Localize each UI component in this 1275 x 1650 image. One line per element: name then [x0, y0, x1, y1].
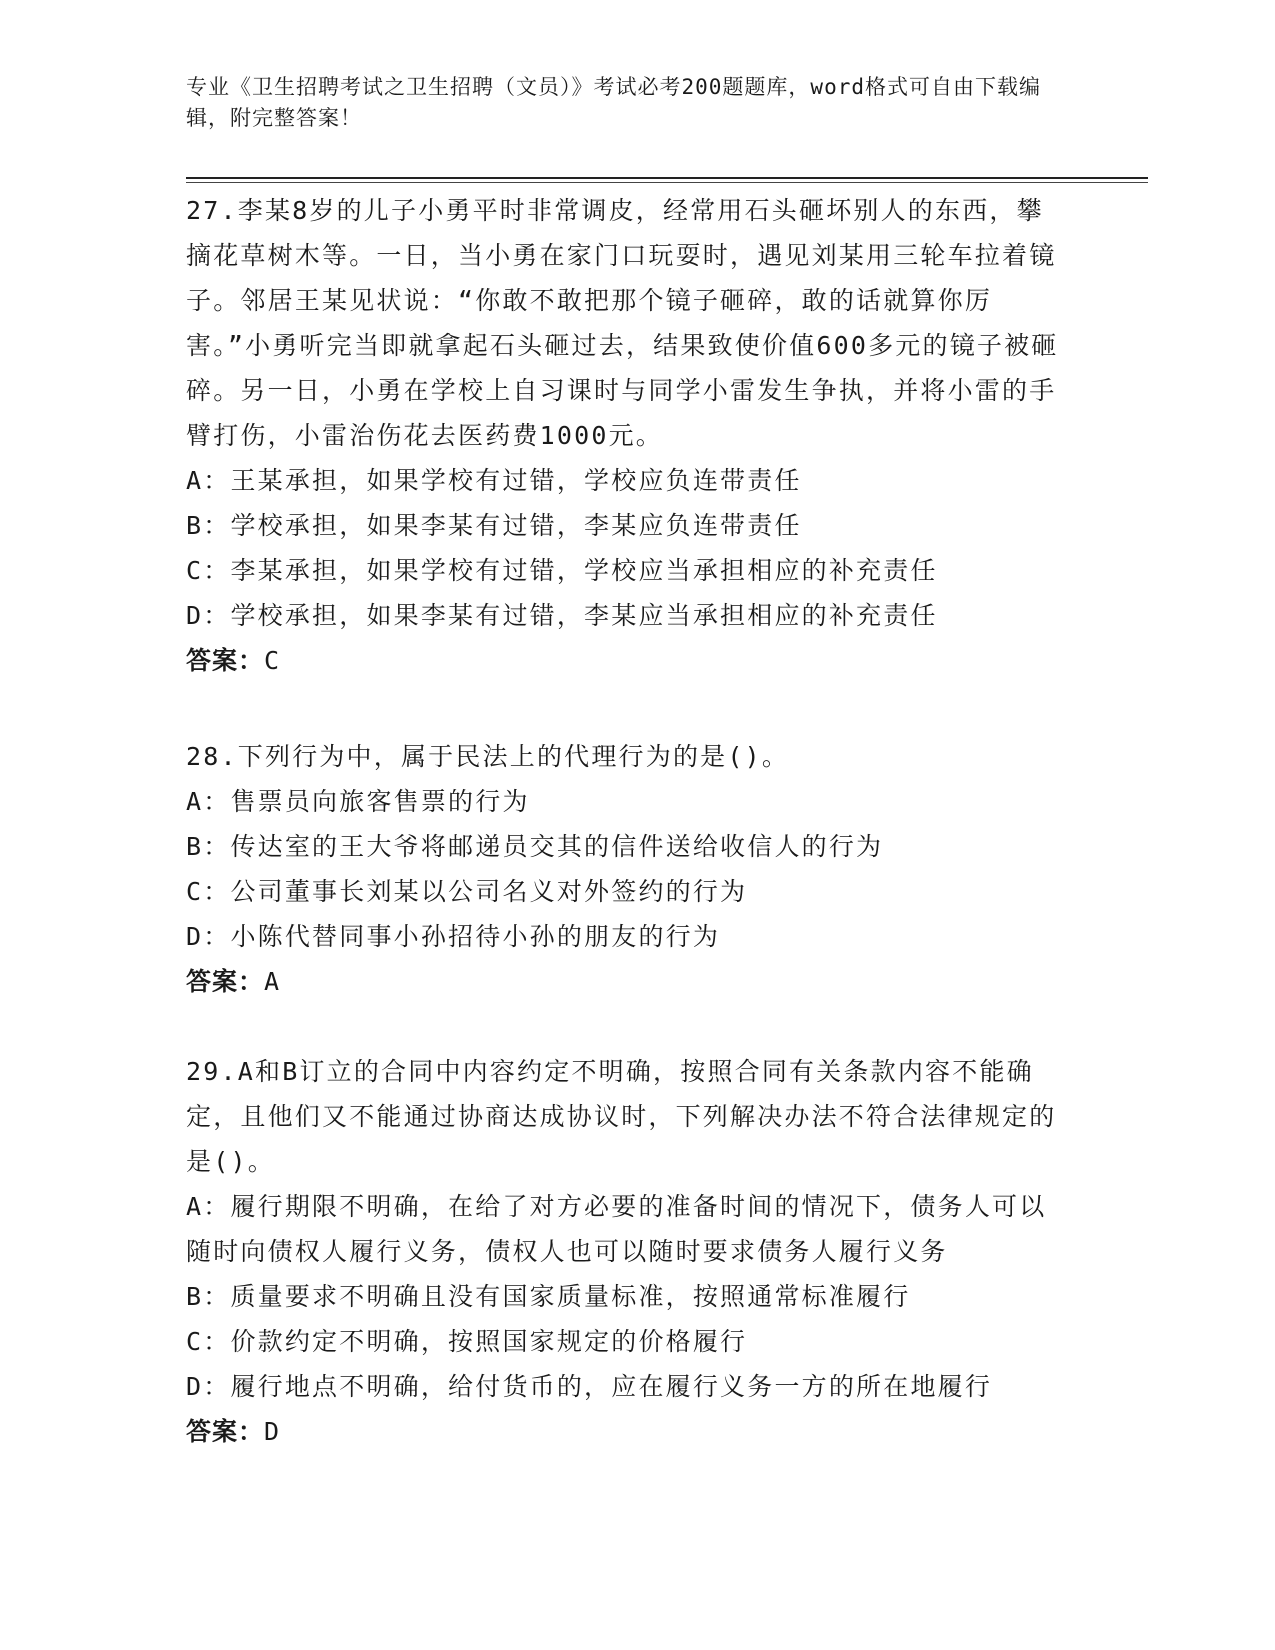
option-d: D：小陈代替同事小孙招待小孙的朋友的行为: [186, 922, 721, 951]
answer-label: 答案：: [186, 646, 265, 675]
header-divider-thick: [186, 177, 1148, 179]
answer-line: [186, 638, 1066, 683]
option-a: A：履行期限不明确，在给了对方必要的准备时间的情况下，债务人可以随时向债权人履行义务，债权人也可以随时要求债务人履行义务: [186, 1192, 1047, 1266]
option-d: D：履行地点不明确，给付货币的，应在履行义务一方的所在地履行: [186, 1372, 993, 1401]
answer-line: [186, 959, 1066, 1004]
answer-value: D: [264, 1417, 281, 1446]
question-stem: 28.下列行为中，属于民法上的代理行为的是()。: [186, 742, 790, 771]
option-c: C：价款约定不明确，按照国家规定的价格履行: [186, 1327, 748, 1356]
answer-label: 答案：: [186, 1417, 265, 1446]
option-b: B：传达室的王大爷将邮递员交其的信件送给收信人的行为: [186, 832, 884, 861]
header-divider-thin: [186, 182, 1148, 183]
option-b: B：质量要求不明确且没有国家质量标准，按照通常标准履行: [186, 1282, 911, 1311]
question-29: [186, 1049, 1066, 1454]
question-stem: 27.李某8岁的儿子小勇平时非常调皮，经常用石头砸坏别人的东西，攀摘花草树木等。一日，当小勇在家门口玩耍时，遇见刘某用三轮车拉着镜子。邻居王某见状说：“你敢不敢把那个镜子砸碎，敢的话就算你厉害。”小勇听完当即就拿起石头砸过去，结果致使价值600多元的镜子被砸碎。另一日，小勇在学校上自习课时与同学小雷发生争执，并将小雷的手臂打伤，小雷治伤花去医药费1000元。: [186, 196, 1059, 450]
option-a: A：售票员向旅客售票的行为: [186, 787, 530, 816]
option-c: C：公司董事长刘某以公司名义对外签约的行为: [186, 877, 748, 906]
answer-value: C: [264, 646, 281, 675]
option-d: D：学校承担，如果李某有过错，李某应当承担相应的补充责任: [186, 601, 938, 630]
answer-label: 答案：: [186, 967, 265, 996]
document-header: 专业《卫生招聘考试之卫生招聘（文员）》考试必考200题题库，word格式可自由下载编辑，附完整答案！: [186, 75, 1041, 130]
option-a: A：王某承担，如果学校有过错，学校应负连带责任: [186, 466, 802, 495]
answer-value: A: [264, 967, 281, 996]
question-27: [186, 188, 1066, 683]
question-stem: 29.A和B订立的合同中内容约定不明确，按照合同有关条款内容不能确定，且他们又不能通过协商达成协议时，下列解决办法不符合法律规定的是()。: [186, 1057, 1057, 1176]
option-b: B：学校承担，如果李某有过错，李某应负连带责任: [186, 511, 802, 540]
option-c: C：李某承担，如果学校有过错，学校应当承担相应的补充责任: [186, 556, 938, 585]
question-28: [186, 734, 1066, 1004]
answer-line: [186, 1409, 1066, 1454]
